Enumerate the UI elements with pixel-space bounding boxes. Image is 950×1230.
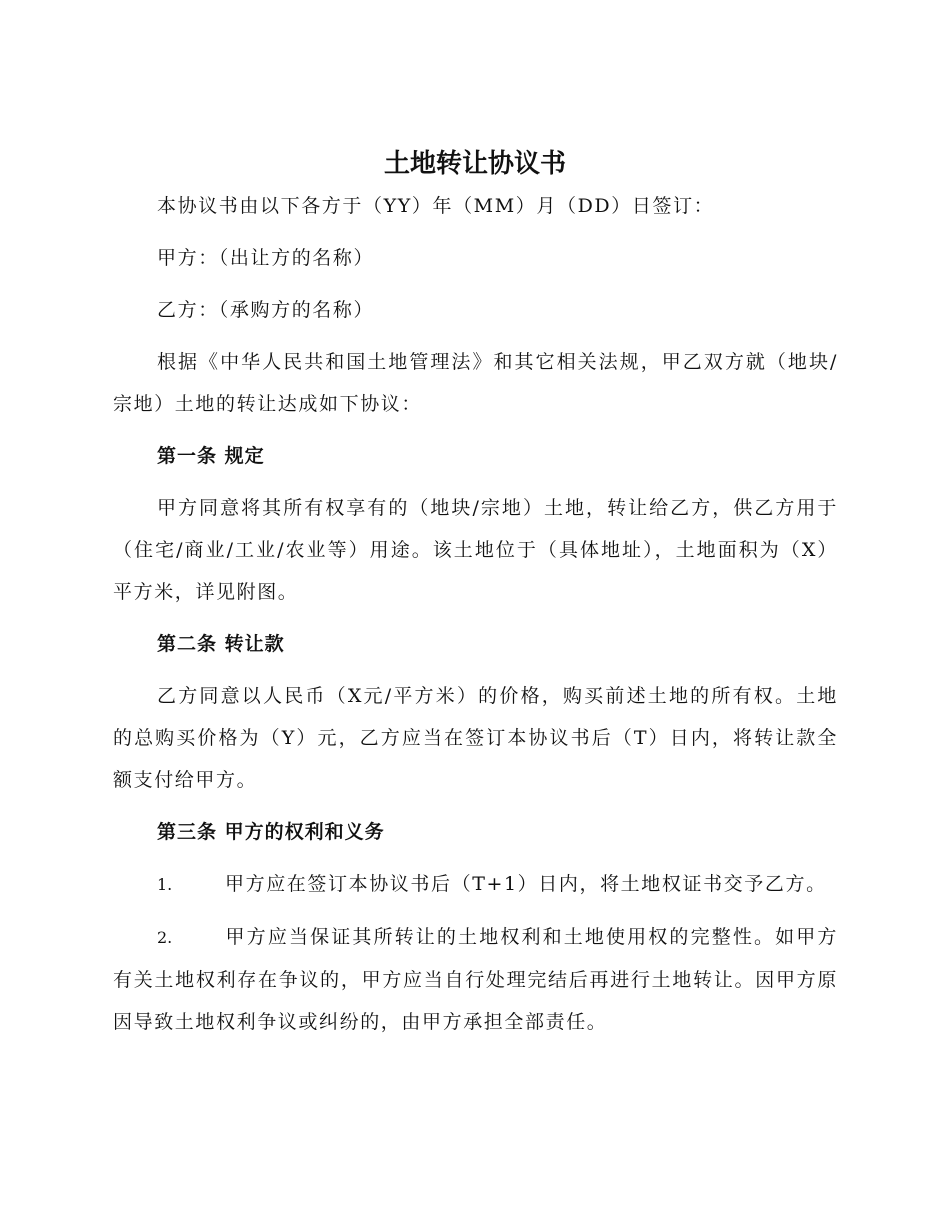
article-1-heading: 第一条 规定 (157, 445, 265, 467)
party-a-paragraph: 甲方：（出让方的名称） (157, 247, 375, 269)
paragraph-gap (113, 665, 838, 675)
paragraph-gap (113, 279, 838, 289)
article-3-item-2 (113, 916, 838, 1043)
article-1-body: 甲方同意将其所有权享有的（地块/宗地）土地，转让给乙方，供乙方用于（住宅/商业/工业/农业等）用途。该土地位于（具体地址），土地面积为（X）平方米，详见附图。 (113, 497, 838, 603)
paragraph-gap (113, 906, 838, 916)
party-b-paragraph: 乙方：（承购方的名称） (157, 299, 375, 321)
article-2-heading: 第二条 转让款 (157, 633, 285, 655)
intro-paragraph: 本协议书由以下各方于（YY）年（MM）月（DD）日签订： (157, 195, 715, 217)
article-3-heading: 第三条 甲方的权利和义务 (157, 821, 385, 843)
document-content (113, 185, 838, 1043)
paragraph-gap (113, 227, 838, 237)
item-text: 甲方应在签订本协议书后（T+1）日内，将土地权证书交予乙方。 (225, 873, 827, 895)
paragraph-gap (113, 613, 838, 623)
basis-paragraph: 根据《中华人民共和国土地管理法》和其它相关法规，甲乙双方就（地块/宗地）土地的转让达成如下协议： (113, 351, 838, 415)
item-text: 甲方应当保证其所转让的土地权利和土地使用权的完整性。如甲方有关土地权利存在争议的，甲方应当自行处理完结后再进行土地转让。因甲方原因导致土地权利争议或纠纷的，由甲方承担全部责任。 (113, 926, 838, 1033)
item-number: 1. (157, 875, 173, 894)
paragraph-gap (113, 801, 838, 811)
paragraph-gap (113, 331, 838, 341)
paragraph-gap (113, 853, 838, 863)
paragraph-gap (113, 425, 838, 435)
item-number: 2. (157, 928, 173, 947)
paragraph-gap (113, 477, 838, 487)
document-title: 土地转让协议书 (383, 149, 566, 179)
article-3-item-1 (113, 863, 838, 906)
article-2-body: 乙方同意以人民币（X元/平方米）的价格，购买前述土地的所有权。土地的总购买价格为（Y）元，乙方应当在签订本协议书后（T）日内，将转让款全额支付给甲方。 (113, 685, 838, 791)
